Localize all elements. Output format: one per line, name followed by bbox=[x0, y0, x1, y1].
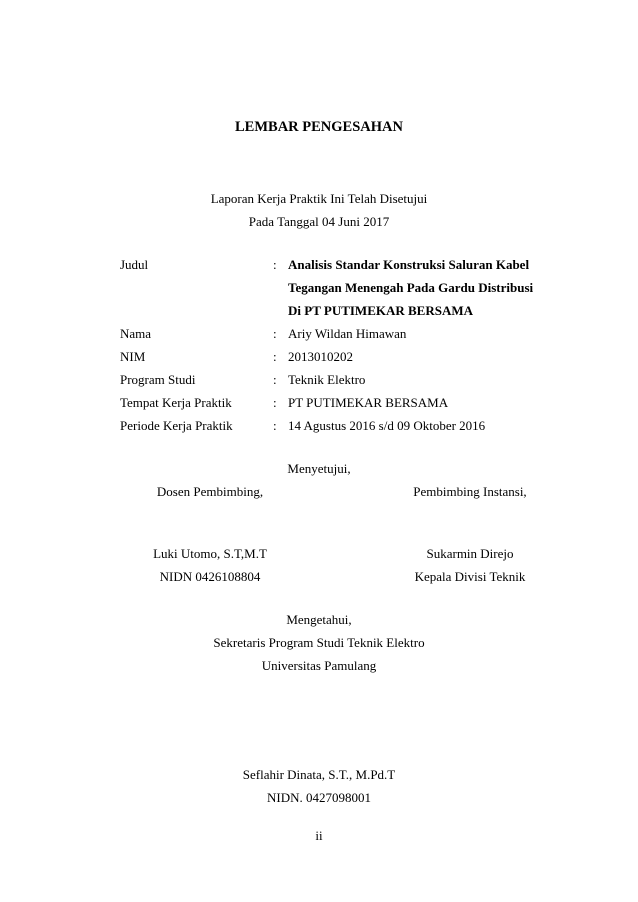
field-value-nama: Ariy Wildan Himawan bbox=[288, 326, 407, 341]
field-colon: : bbox=[273, 257, 277, 272]
field-colon: : bbox=[273, 418, 277, 433]
field-colon: : bbox=[273, 349, 277, 364]
field-row-judul bbox=[0, 257, 638, 277]
field-row-nama bbox=[0, 326, 638, 346]
acknowledgment-line-1: Sekretaris Program Studi Teknik Elektro bbox=[213, 635, 425, 650]
acknowledgment-name: Seflahir Dinata, S.T., M.Pd.T bbox=[242, 767, 396, 782]
field-label-nama: Nama bbox=[120, 326, 152, 341]
acknowledgment-line-2: Universitas Pamulang bbox=[261, 658, 377, 673]
field-row-judul-cont-2 bbox=[0, 303, 638, 323]
approval-names bbox=[0, 546, 638, 566]
left-signer-role: Dosen Pembimbing, bbox=[156, 484, 264, 499]
field-colon: : bbox=[273, 372, 277, 387]
field-colon: : bbox=[273, 395, 277, 410]
left-signer-name: Luki Utomo, S.T,M.T bbox=[153, 546, 267, 561]
acknowledgment-id: NIDN. 0427098001 bbox=[267, 790, 371, 805]
page-number: ii bbox=[315, 828, 323, 843]
field-colon: : bbox=[273, 326, 277, 341]
field-value-judul-line-3: Di PT PUTIMEKAR BERSAMA bbox=[288, 303, 474, 318]
right-signer-id: Kepala Divisi Teknik bbox=[414, 569, 526, 584]
field-row-judul-cont-1 bbox=[0, 280, 638, 300]
field-value-tempat: PT PUTIMEKAR BERSAMA bbox=[288, 395, 449, 410]
field-label-program-studi: Program Studi bbox=[120, 372, 196, 387]
page-title: LEMBAR PENGESAHAN bbox=[235, 119, 403, 135]
field-value-judul-line-1: Analisis Standar Konstruksi Saluran Kabel bbox=[288, 257, 530, 272]
acknowledgment-heading: Mengetahui, bbox=[286, 612, 352, 627]
field-label-nim: NIM bbox=[120, 349, 146, 364]
intro-line-1: Laporan Kerja Praktik Ini Telah Disetujui bbox=[210, 191, 428, 206]
field-label-judul: Judul bbox=[120, 257, 149, 272]
field-value-program-studi: Teknik Elektro bbox=[288, 372, 366, 387]
right-signer-name: Sukarmin Direjo bbox=[426, 546, 514, 561]
approval-roles bbox=[0, 484, 638, 504]
field-row-periode bbox=[0, 418, 638, 438]
field-label-tempat: Tempat Kerja Praktik bbox=[120, 395, 232, 410]
intro-line-2: Pada Tanggal 04 Juni 2017 bbox=[248, 214, 390, 229]
field-row-nim bbox=[0, 349, 638, 369]
left-signer-id: NIDN 0426108804 bbox=[159, 569, 261, 584]
field-row-tempat bbox=[0, 395, 638, 415]
field-label-periode: Periode Kerja Praktik bbox=[120, 418, 233, 433]
approval-ids bbox=[0, 569, 638, 589]
field-row-program-studi bbox=[0, 372, 638, 392]
field-value-judul-line-2: Tegangan Menengah Pada Gardu Distribusi bbox=[288, 280, 534, 295]
right-signer-role: Pembimbing Instansi, bbox=[413, 484, 527, 499]
field-value-nim: 2013010202 bbox=[288, 349, 353, 364]
approval-heading: Menyetujui, bbox=[287, 461, 351, 476]
field-value-periode: 14 Agustus 2016 s/d 09 Oktober 2016 bbox=[288, 418, 486, 433]
